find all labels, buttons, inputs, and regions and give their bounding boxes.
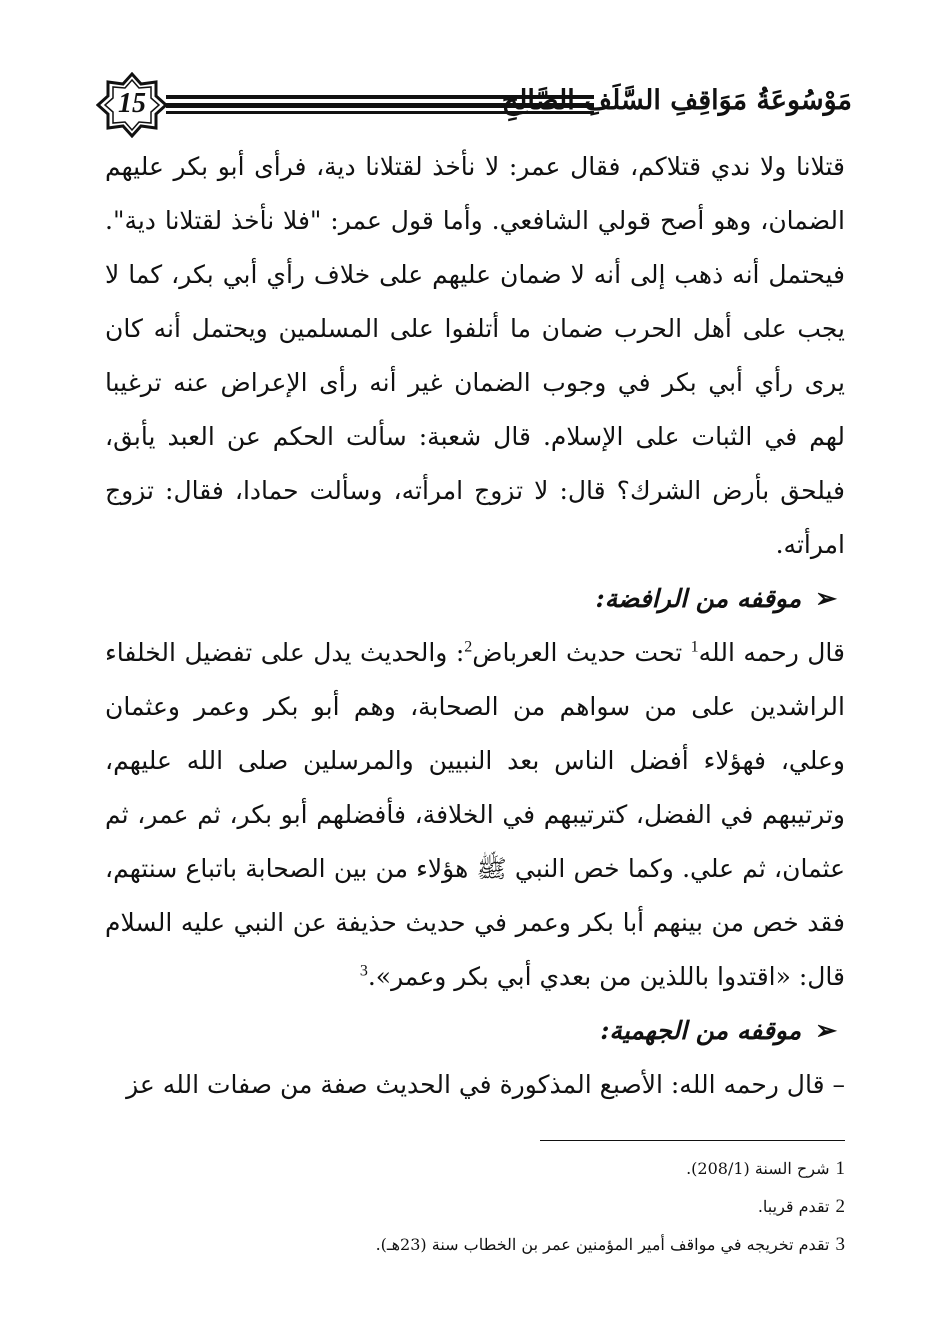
footnote-text: شرح السنة (208/1). — [686, 1159, 830, 1178]
series-title: مَوْسُوعَةُ مَوَاقِفِ السَّلَفِ الصَّالِحِ — [501, 85, 852, 116]
footnote-ref: 2 — [464, 638, 473, 656]
paragraph-3: – قال رحمه الله: الأصبع المذكورة في الحديث صفة من صفات الله عز — [126, 1070, 845, 1099]
paragraph-2 — [105, 626, 845, 1004]
footnote-item — [300, 1150, 845, 1188]
footnote-text: تقدم تخريجه في مواقف أمير المؤمنين عمر بن الخطاب سنة (23هـ). — [375, 1235, 830, 1254]
paragraph-1: قتلانا ولا ندي قتلاكم، فقال عمر: لا نأخذ لقتلانا دية، فرأى أبو بكر عليهم الضمان، وهو أصح قولي الشافعي. وأما قول عمر: "فلا نأخذ لقتلانا دية". فيحتمل أنه ذهب إلى أنه لا ضمان عليهم على خلاف رأي أبي بكر، كما لا يجب على أهل الحرب ضمان ما أتلفوا على المسلمين ويحتمل أنه كان يرى رأي أبي بكر في وجوب الضمان غير أنه رأى الإعراض عنه ترغيبا لهم في الثبات على الإسلام. قال شعبة: سألت الحكم عن العبد يأبق، فيلحق بأرض الشرك؟ قال: لا تزوج امرأته، وسألت حمادا، فقال: تزوج امرأته. — [105, 152, 845, 559]
footnote-item — [300, 1226, 845, 1264]
footnote-text: تقدم قريبا. — [757, 1197, 830, 1216]
arrowhead-marker-icon: ➢ — [815, 1016, 837, 1046]
footnote-divider — [540, 1140, 845, 1141]
page-number: 15 — [118, 88, 146, 119]
section-heading-rafida — [105, 572, 845, 626]
section-heading-jahmiyya — [105, 1004, 845, 1058]
footnote-item — [300, 1188, 845, 1226]
main-text — [105, 140, 845, 1112]
footnote-ref: 1 — [690, 638, 699, 656]
footnotes — [300, 1150, 845, 1264]
arrowhead-marker-icon: ➢ — [815, 584, 837, 614]
heading-text: موقفه من الرافضة: — [595, 584, 802, 613]
footnote-number: 2 — [835, 1196, 845, 1217]
paragraph-text: تحت حديث العرباض — [472, 638, 691, 667]
footnote-ref: 3 — [359, 962, 368, 980]
footnote-number: 1 — [835, 1158, 845, 1179]
footnote-number: 3 — [835, 1234, 845, 1255]
paragraph-text: : والحديث يدل على تفضيل الخلفاء الراشدين على من سواهم من الصحابة، وهم أبو بكر وعمر وعثمان وعلي، فهؤلاء أفضل الناس بعد النبيين والمرسلين صلى الله عليهم، وترتيبهم في الفضل، كترتيبهم في الخلافة، فأفضلهم أبو بكر، ثم عمر، ثم عثمان، ثم علي. وكما خص النبي ﷺ هؤلاء من بين الصحابة باتباع سنتهم، فقد خص من بينهم أبا بكر وعمر في حديث حذيفة عن النبي عليه السلام قال: «اقتدوا باللذين من بعدي أبي بكر وعمر». — [105, 638, 845, 991]
paragraph-text: قال رحمه الله — [698, 638, 845, 667]
heading-text: موقفه من الجهمية: — [600, 1016, 802, 1045]
page-header — [96, 72, 852, 138]
